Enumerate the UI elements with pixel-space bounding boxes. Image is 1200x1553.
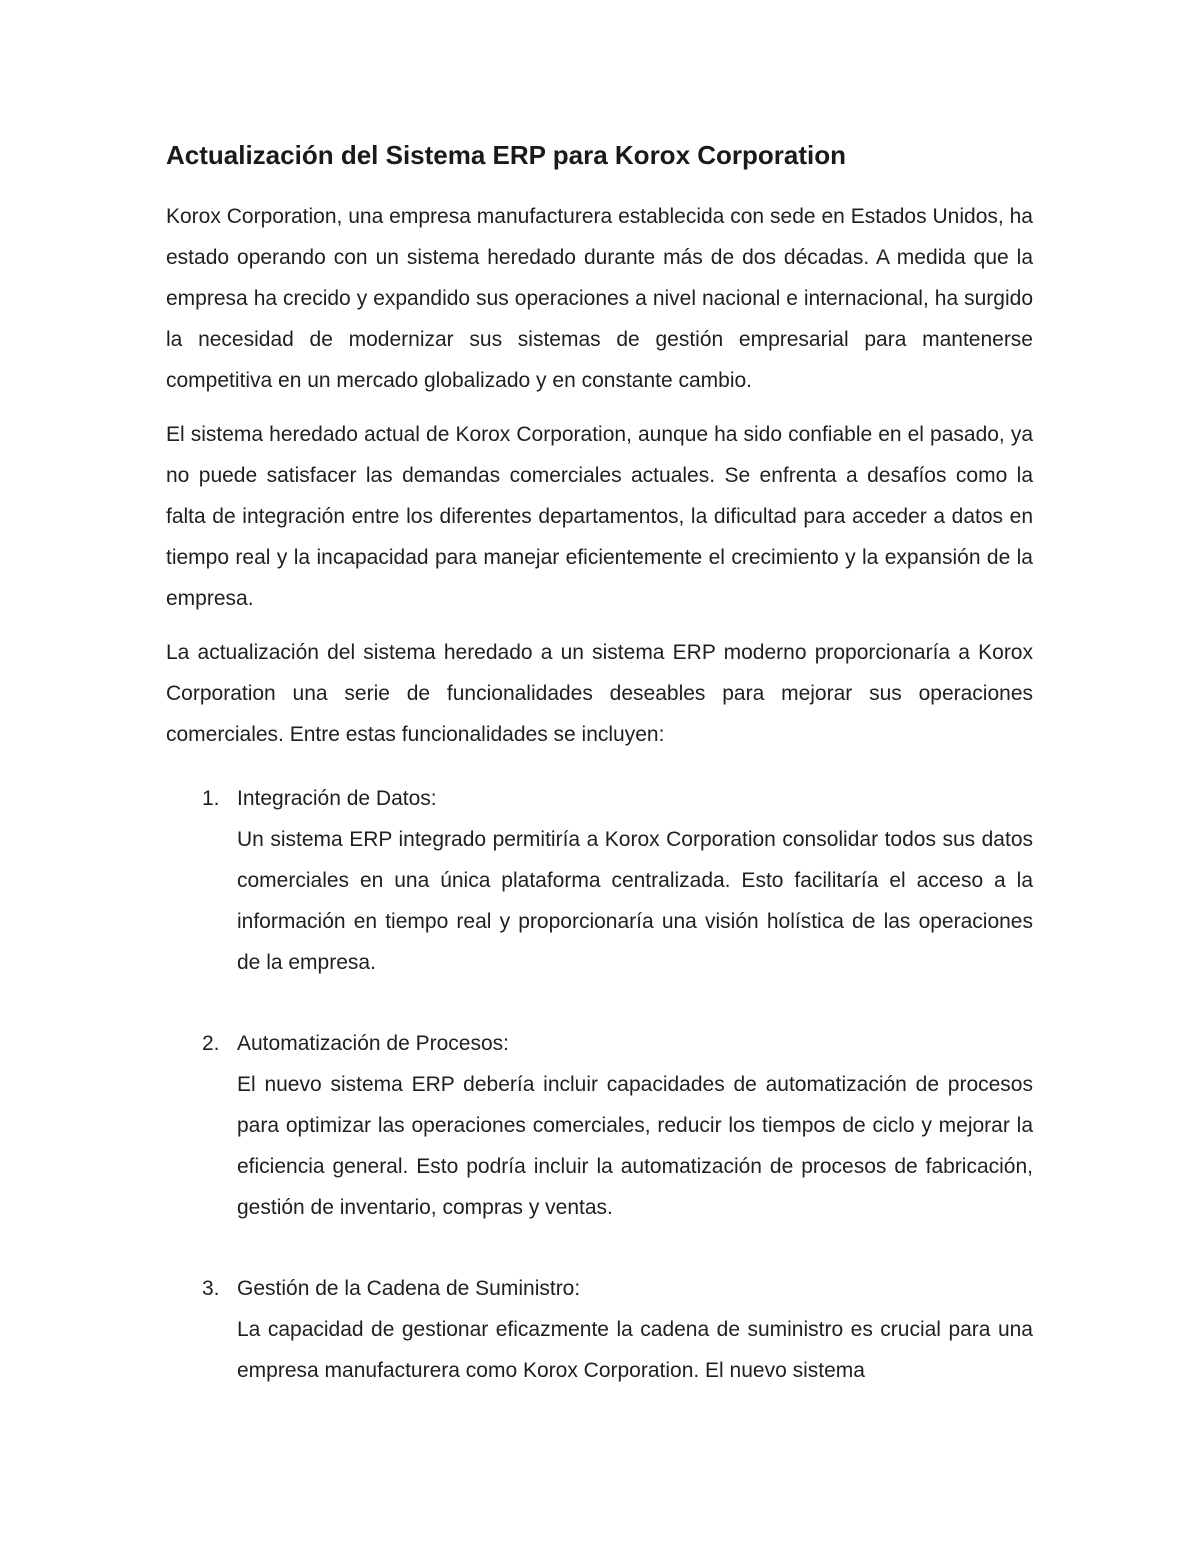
list-item [166, 1268, 1033, 1391]
list-item-heading: Automatización de Procesos: [237, 1032, 509, 1055]
functionality-list [166, 778, 1033, 1391]
list-item-body: Un sistema ERP integrado permitiría a Korox Corporation consolidar todos sus datos comerciales en una única plataforma centralizada. Esto facilitaría el acceso a la información en tiempo real y proporcionaría una visión holística de las operaciones de la empresa. [237, 828, 1033, 974]
list-item-heading: Integración de Datos: [237, 787, 437, 810]
list-item-body: El nuevo sistema ERP debería incluir capacidades de automatización de procesos para optimizar las operaciones comerciales, reducir los tiempos de ciclo y mejorar la eficiencia general. Esto podría incluir la automatización de procesos de fabricación, gestión de inventario, compras y ventas. [237, 1073, 1033, 1219]
paragraph-erp-upgrade: La actualización del sistema heredado a un sistema ERP moderno proporcionaría a Korox Corporation una serie de funcionalidades deseables para mejorar sus operaciones comerciales. Entre estas funcionalidades se incluyen: [166, 641, 1033, 746]
list-item-heading: Gestión de la Cadena de Suministro: [237, 1277, 581, 1300]
list-item [166, 778, 1033, 983]
list-item [166, 1023, 1033, 1228]
document-title: Actualización del Sistema ERP para Korox Corporation [166, 140, 847, 170]
paragraph-legacy-system: El sistema heredado actual de Korox Corporation, aunque ha sido confiable en el pasado, ya no puede satisfacer las demandas comerciales actuales. Se enfrenta a desafíos como la falta de integración entre los diferentes departamentos, la dificultad para acceder a datos en tiempo real y la incapacidad para manejar eficientemente el crecimiento y la expansión de la empresa. [166, 423, 1033, 610]
paragraph-intro: Korox Corporation, una empresa manufacturera establecida con sede en Estados Unidos, ha estado operando con un sistema heredado durante más de dos décadas. A medida que la empresa ha crecido y expandido sus operaciones a nivel nacional e internacional, ha surgido la necesidad de modernizar sus sistemas de gestión empresarial para mantenerse competitiva en un mercado globalizado y en constante cambio. [166, 205, 1033, 392]
list-item-number: 2. [202, 1032, 220, 1055]
document-page [166, 135, 1033, 1431]
list-item-number: 1. [202, 787, 220, 810]
list-item-body: La capacidad de gestionar eficazmente la cadena de suministro es crucial para una empresa manufacturera como Korox Corporation. El nuevo sistema [237, 1318, 1033, 1382]
list-item-number: 3. [202, 1277, 220, 1300]
